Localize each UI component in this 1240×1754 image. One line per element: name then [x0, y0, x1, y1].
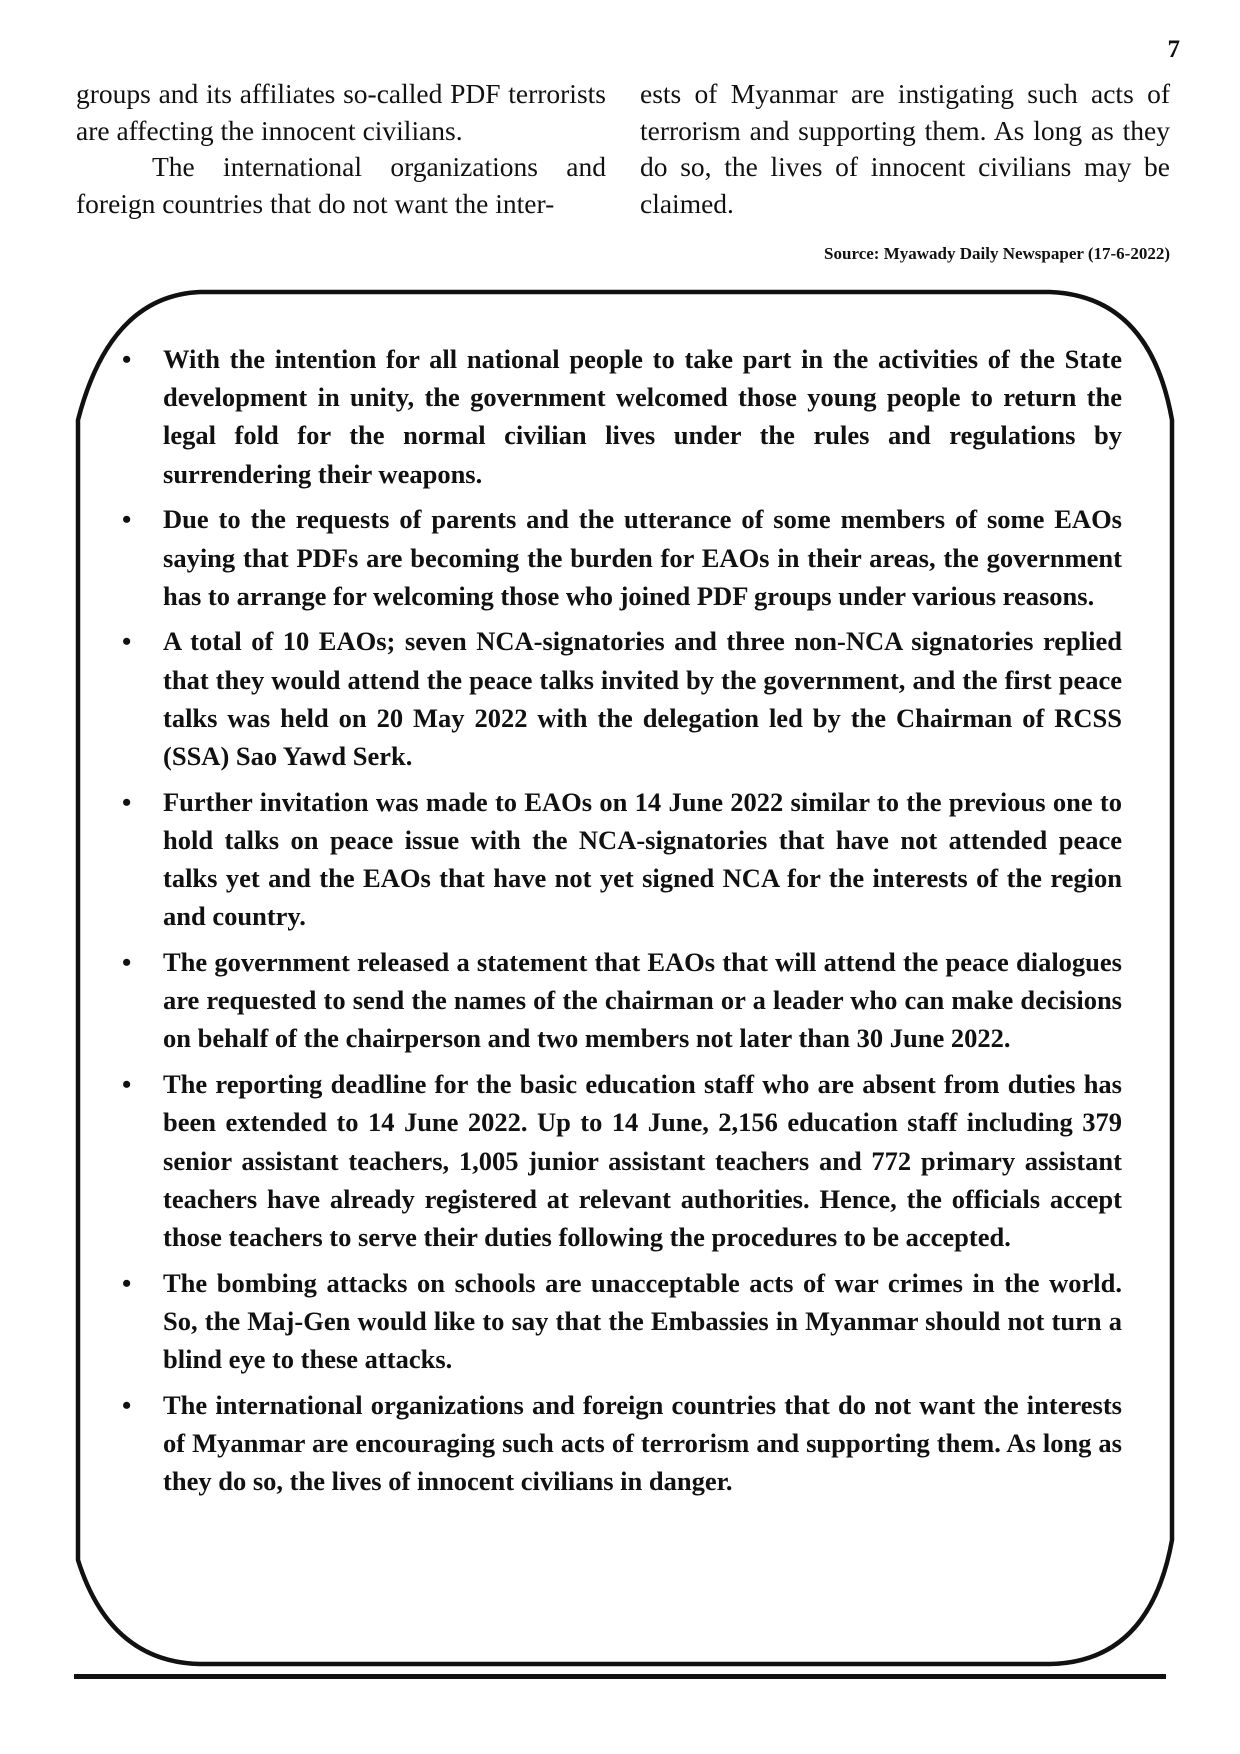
bullet-text: A total of 10 EAOs; seven NCA-signatories and three non-NCA signatories replied that they would attend the peace talks invited by the government, and the first peace talks was held on 20 May 2022 with the delegation led by the Chairman of RCSS (SSA) Sao Yawd Serk. [163, 626, 1122, 772]
bullet-text: Further invitation was made to EAOs on 14 June 2022 similar to the previous one to hold talks on peace issue with the NCA-signatories that have not attended peace talks yet and the EAOs that have not yet signed NCA for the interests of the region and country. [163, 786, 1122, 932]
bullet-text: The international organizations and foreign countries that do not want the interests of Myanmar are encouraging such acts of terrorism and supporting them. As long as they do so, the lives of innocent civilians in danger. [163, 1389, 1122, 1497]
bullet-text: The bombing attacks on schools are unacceptable acts of war crimes in the world. So, the Maj-Gen would like to say that the Embassies in Myanmar should not turn a blind eye to these attacks. [163, 1267, 1122, 1375]
list-item [122, 783, 1122, 936]
bullet-dot-icon: • [122, 344, 132, 374]
bullet-dot-icon: • [122, 504, 132, 535]
list-item [122, 1065, 1122, 1256]
bullet-text: Due to the requests of parents and the utterance of some members of some EAOs saying that PDFs are becoming the burden for EAOs in their areas, the government has to arrange for welcoming those who joined PDF groups under various reasons. [163, 504, 1122, 611]
page-number: 7 [1167, 36, 1180, 63]
source-citation: Source: Myawady Daily Newspaper (17-6-2022) [824, 244, 1170, 263]
list-item [122, 1386, 1122, 1501]
bullet-dot-icon: • [122, 1389, 132, 1420]
summary-bullet-list [122, 340, 1122, 1508]
bullet-text: The reporting deadline for the basic education staff who are absent from duties has been extended to 14 June 2022. Up to 14 June, 2,156 education staff including 379 senior assistant teachers, 1,005 junior assistant teachers and 772 primary assistant teachers have already registered at relevant authorities. Hence, the officials accept those teachers to serve their duties following the procedures to be accepted. [163, 1069, 1122, 1252]
bullet-dot-icon: • [122, 1069, 132, 1100]
list-item [122, 500, 1122, 615]
bullet-dot-icon: • [122, 626, 132, 657]
bottom-divider [74, 1674, 1166, 1679]
list-item [122, 340, 1122, 493]
bullet-text: The government released a statement that EAOs that will attend the peace dialogues are requested to send the names of the chairman or a leader who can make decisions on behalf of the chairperson and two members not later than 30 June 2022. [163, 947, 1122, 1054]
bullet-text: With the intention for all national people to take part in the activities of the State development in unity, the government welcomed those young people to return the legal fold for the normal civilian lives under the rules and regulations by surrendering their weapons. [163, 344, 1122, 489]
article-paragraph: ests of Myanmar are instigating such acts of terrorism and supporting them. As long as they do so, the lives of innocent civilians may be claimed. [640, 78, 1170, 219]
bullet-dot-icon: • [122, 1267, 132, 1298]
article-paragraph: groups and its affiliates so-called PDF terrorists are affecting the innocent civilians. [76, 78, 606, 146]
bullet-dot-icon: • [122, 947, 132, 978]
list-item [122, 1264, 1122, 1379]
list-item [122, 943, 1122, 1058]
article-paragraph: The international organizations and foreign countries that do not want the inter- [76, 151, 606, 219]
bullet-dot-icon: • [122, 786, 132, 817]
list-item [122, 622, 1122, 775]
